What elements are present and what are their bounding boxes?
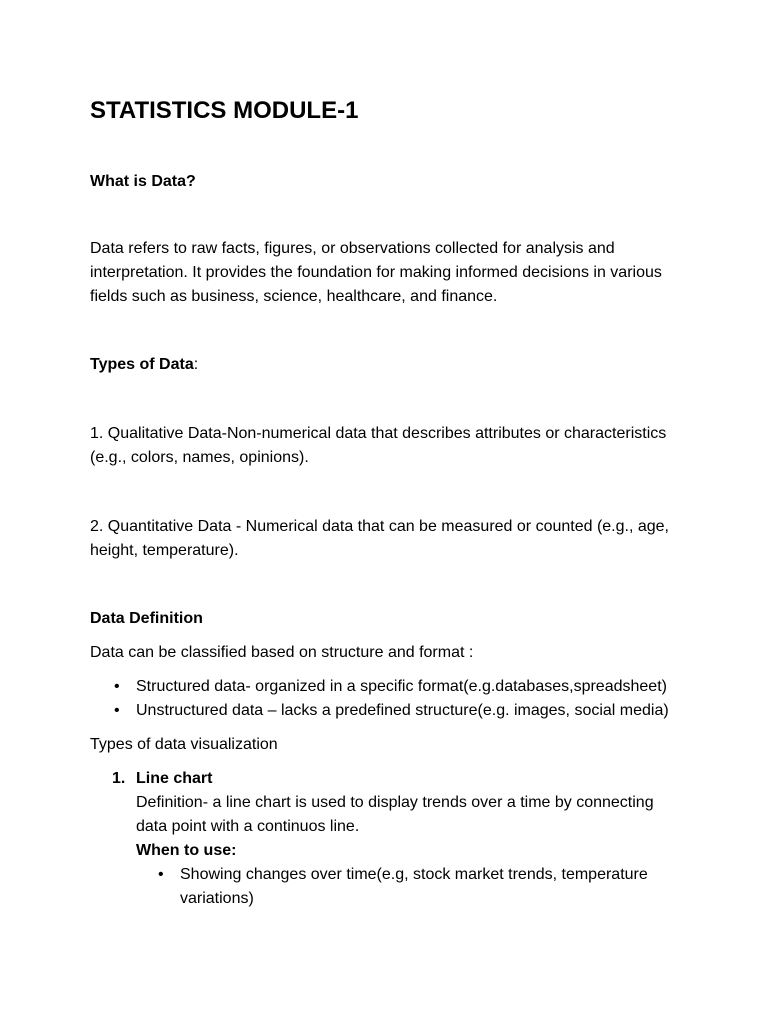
data-definition-text: Data can be classified based on structure and format :: [90, 644, 474, 661]
structure-bullet-list: [114, 675, 694, 723]
list-item: • Structured data- organized in a specific format(e.g.databases,spreadsheet): [114, 675, 694, 699]
data-definition-heading: Data Definition: [90, 610, 203, 627]
list-number: 1.: [112, 770, 126, 787]
visualization-types-heading: Types of data visualization: [90, 736, 278, 753]
line-chart-definition: Definition- a line chart is used to display trends over a time by connecting data point with a continuos line.: [136, 794, 654, 835]
list-item: • Unstructured data – lacks a predefined structure(e.g. images, social media): [114, 699, 694, 723]
list-item: • Showing changes over time(e.g, stock market trends, temperature variations): [158, 863, 672, 911]
qualitative-data-item: 1. Qualitative Data-Non-numerical data that describes attributes or characteristics (e.g., colors, names, opinions).: [90, 425, 667, 466]
what-is-data-heading: What is Data?: [90, 173, 196, 190]
intro-paragraph: Data refers to raw facts, figures, or observations collected for analysis and interpretation. It provides the foundation for making informed decisions in various fields such as business, science, healthcare, and finance.: [90, 240, 662, 305]
quantitative-data-item: 2. Quantitative Data - Numerical data that can be measured or counted (e.g., age, height, temperature).: [90, 518, 669, 559]
line-chart-item: [112, 767, 672, 911]
types-of-data-colon: :: [193, 356, 199, 373]
types-of-data-heading: [90, 353, 690, 377]
page-title: STATISTICS MODULE-1: [90, 97, 359, 124]
line-chart-title: Line chart: [136, 770, 213, 787]
visualization-list: [112, 767, 672, 911]
types-of-data-label: Types of Data: [90, 356, 194, 373]
when-to-use-label: When to use:: [136, 842, 237, 859]
when-to-use-list: [136, 863, 672, 911]
